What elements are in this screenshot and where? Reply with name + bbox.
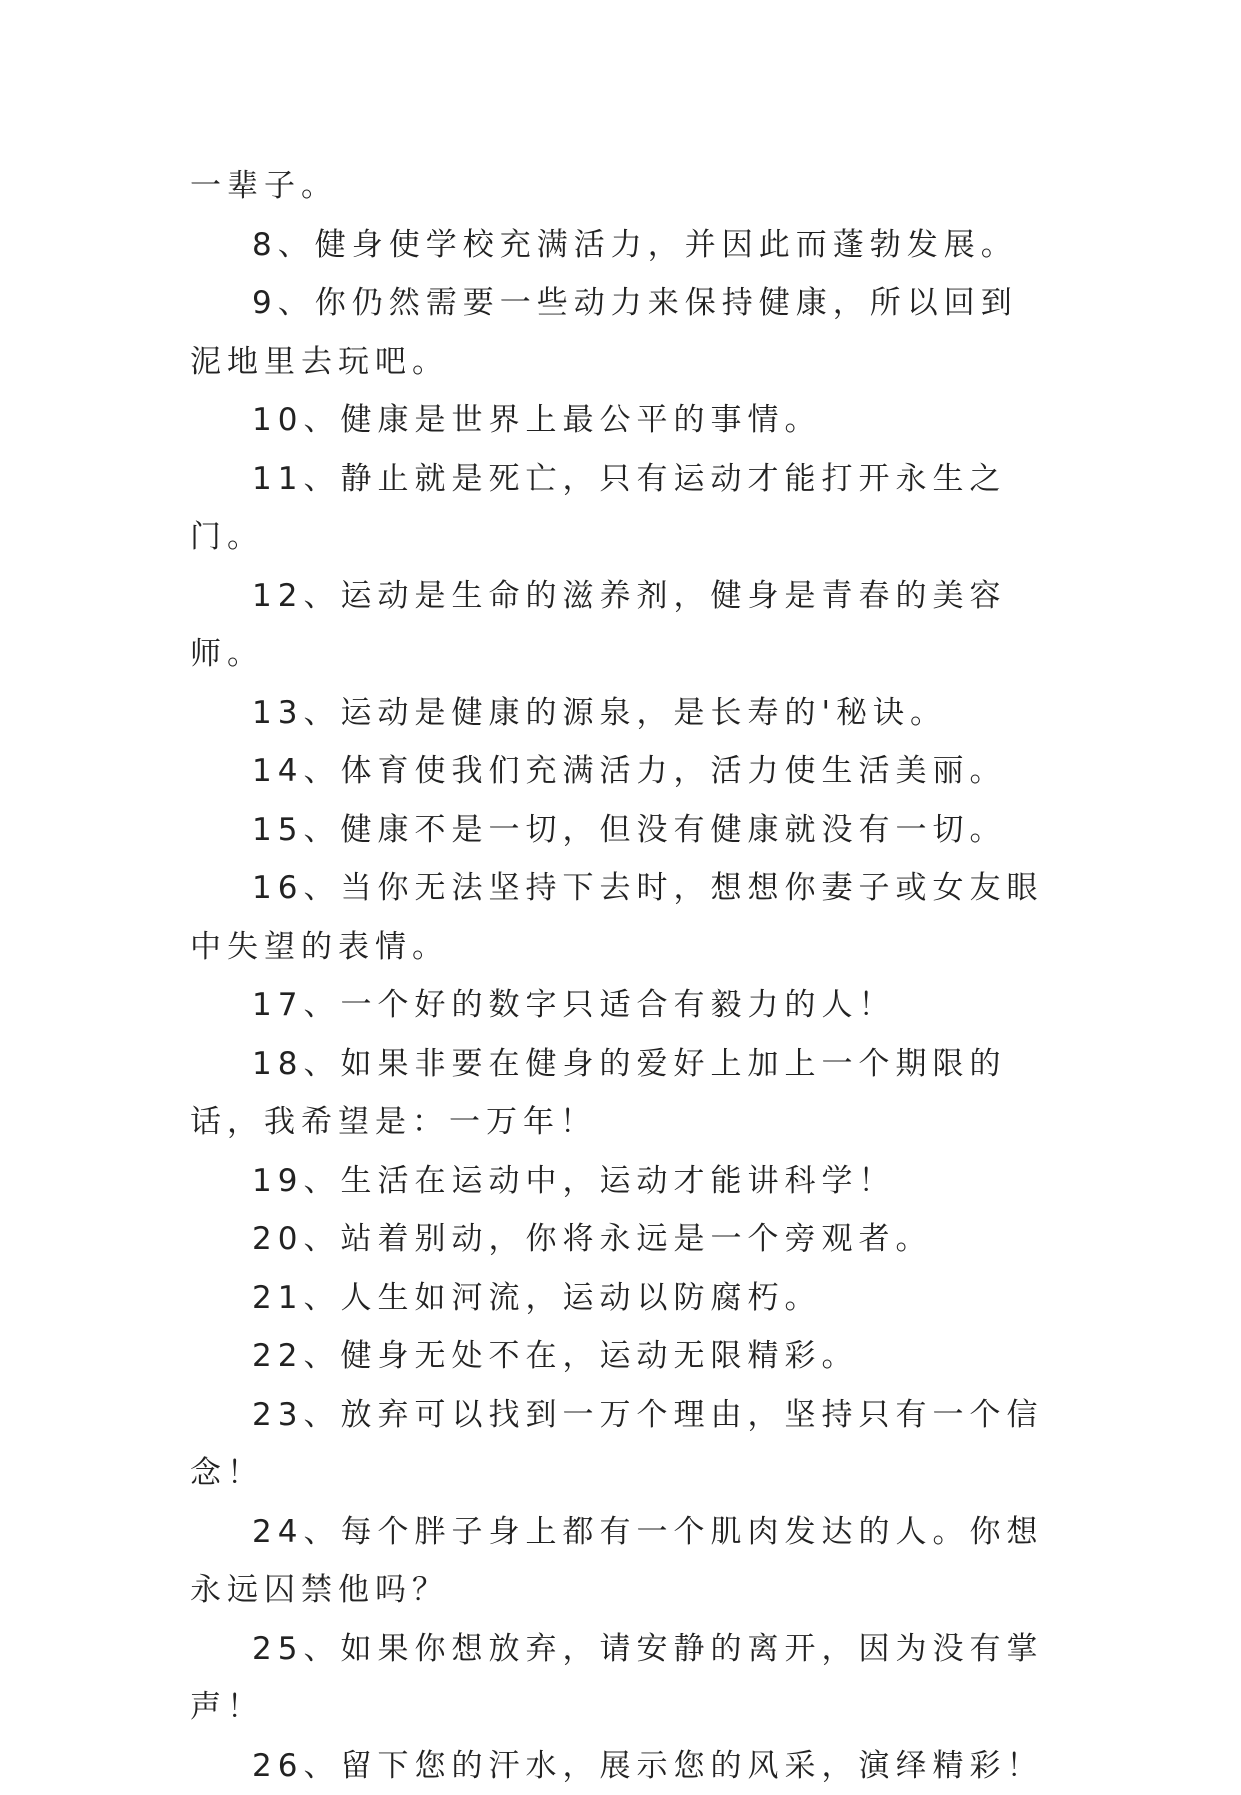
paragraph: 15、健康不是一切，但没有健康就没有一切。 bbox=[190, 801, 1050, 860]
paragraph: 23、放弃可以找到一万个理由，坚持只有一个信念！ bbox=[190, 1386, 1050, 1503]
paragraph: 10、健康是世界上最公平的事情。 bbox=[190, 391, 1050, 450]
document-body bbox=[190, 157, 1050, 1795]
paragraph: 14、体育使我们充满活力，活力使生活美丽。 bbox=[190, 742, 1050, 801]
paragraph: 20、站着别动，你将永远是一个旁观者。 bbox=[190, 1210, 1050, 1269]
paragraph: 16、当你无法坚持下去时，想想你妻子或女友眼中失望的表情。 bbox=[190, 859, 1050, 976]
paragraph: 19、生活在运动中，运动才能讲科学！ bbox=[190, 1152, 1050, 1211]
paragraph: 24、每个胖子身上都有一个肌肉发达的人。你想永远囚禁他吗？ bbox=[190, 1503, 1050, 1620]
paragraph: 12、运动是生命的滋养剂，健身是青春的美容师。 bbox=[190, 567, 1050, 684]
paragraph: 25、如果你想放弃，请安静的离开，因为没有掌声！ bbox=[190, 1620, 1050, 1737]
paragraph: 22、健身无处不在，运动无限精彩。 bbox=[190, 1327, 1050, 1386]
paragraph: 26、留下您的汗水，展示您的风采，演绎精彩！ bbox=[190, 1737, 1050, 1795]
paragraph: 18、如果非要在健身的爱好上加上一个期限的话，我希望是：一万年！ bbox=[190, 1035, 1050, 1152]
paragraph: 21、人生如河流，运动以防腐朽。 bbox=[190, 1269, 1050, 1328]
paragraph: 11、静止就是死亡，只有运动才能打开永生之门。 bbox=[190, 450, 1050, 567]
paragraph: 9、你仍然需要一些动力来保持健康，所以回到泥地里去玩吧。 bbox=[190, 274, 1050, 391]
paragraph: 17、一个好的数字只适合有毅力的人！ bbox=[190, 976, 1050, 1035]
paragraph: 13、运动是健康的源泉，是长寿的'秘诀。 bbox=[190, 684, 1050, 743]
paragraph: 8、健身使学校充满活力，并因此而蓬勃发展。 bbox=[190, 216, 1050, 275]
paragraph: 一辈子。 bbox=[190, 157, 1050, 216]
